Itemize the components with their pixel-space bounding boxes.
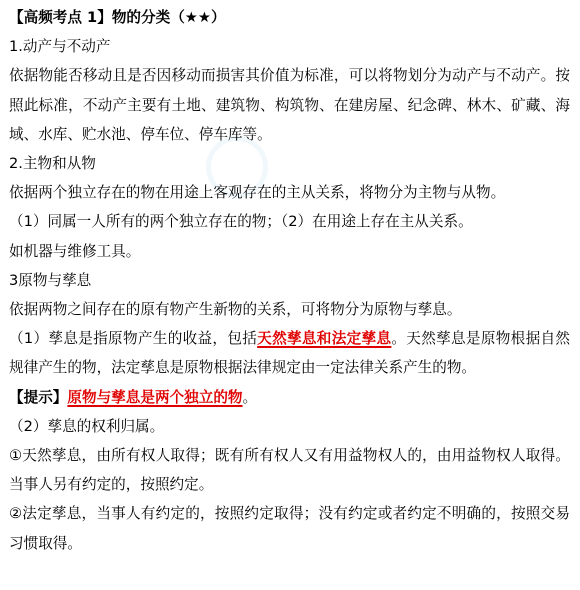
fruits-definition <box>9 324 570 382</box>
tip-after: 。 <box>242 388 258 406</box>
fruits-def-before: （1）孳息是指原物产生的收益，包括 <box>9 330 258 348</box>
para-movable: 依据物能否移动且是否因移动而损害其价值为标准，可以将物划分为动产与不动产。按照此标准，不动产主要有土地、建筑物、构筑物、在建房屋、纪念碑、林木、矿藏、海域、水库、贮水池、停车位、停车库等。 <box>9 67 570 143</box>
fruits-def-after: 。天然孳息是原物根据自然规律产生的物，法定孳息是原物根据法律规定由一定法律关系产生的物。 <box>9 330 570 377</box>
fruits-ownership: （2）孳息的权利归属。 <box>9 417 165 435</box>
principal-conditions: （1）同属一人所有的两个独立存在的物；（2）在用途上存在主从关系。 <box>9 213 473 231</box>
tip-highlight: 原物与孳息是两个独立的物 <box>67 388 243 406</box>
legal-fruits: ②法定孳息，当事人有约定的，按照约定取得；没有约定或者约定不明确的，按照交易习惯取得。 <box>9 505 570 552</box>
para-principal: 依据两个独立存在的物在用途上客观存在的主从关系，将物分为主物与从物。 <box>9 184 506 202</box>
natural-fruits: ①天然孳息，由所有权人取得；既有所有权人又有用益物权人的，由用益物权人取得。当事人另有约定的，按照约定。 <box>9 447 570 494</box>
principal-example: 如机器与维修工具。 <box>9 242 141 260</box>
heading-fruits: 3原物与孳息 <box>9 271 92 289</box>
heading-principal: 2.主物和从物 <box>9 155 96 173</box>
tip-label: 【提示】 <box>9 388 68 406</box>
title-text: 物的分类（★★） <box>111 9 226 26</box>
fruits-def-highlight: 天然孳息和法定孳息 <box>257 330 392 348</box>
para-fruits: 依据两物之间存在的原有物产生新物的关系，可将物分为原物与孳息。 <box>9 301 462 319</box>
heading-movable: 1.动产与不动产 <box>9 38 111 56</box>
title-bracket: 【高频考点 1】 <box>9 9 112 26</box>
section-title <box>9 3 570 32</box>
tip-line <box>9 383 570 412</box>
